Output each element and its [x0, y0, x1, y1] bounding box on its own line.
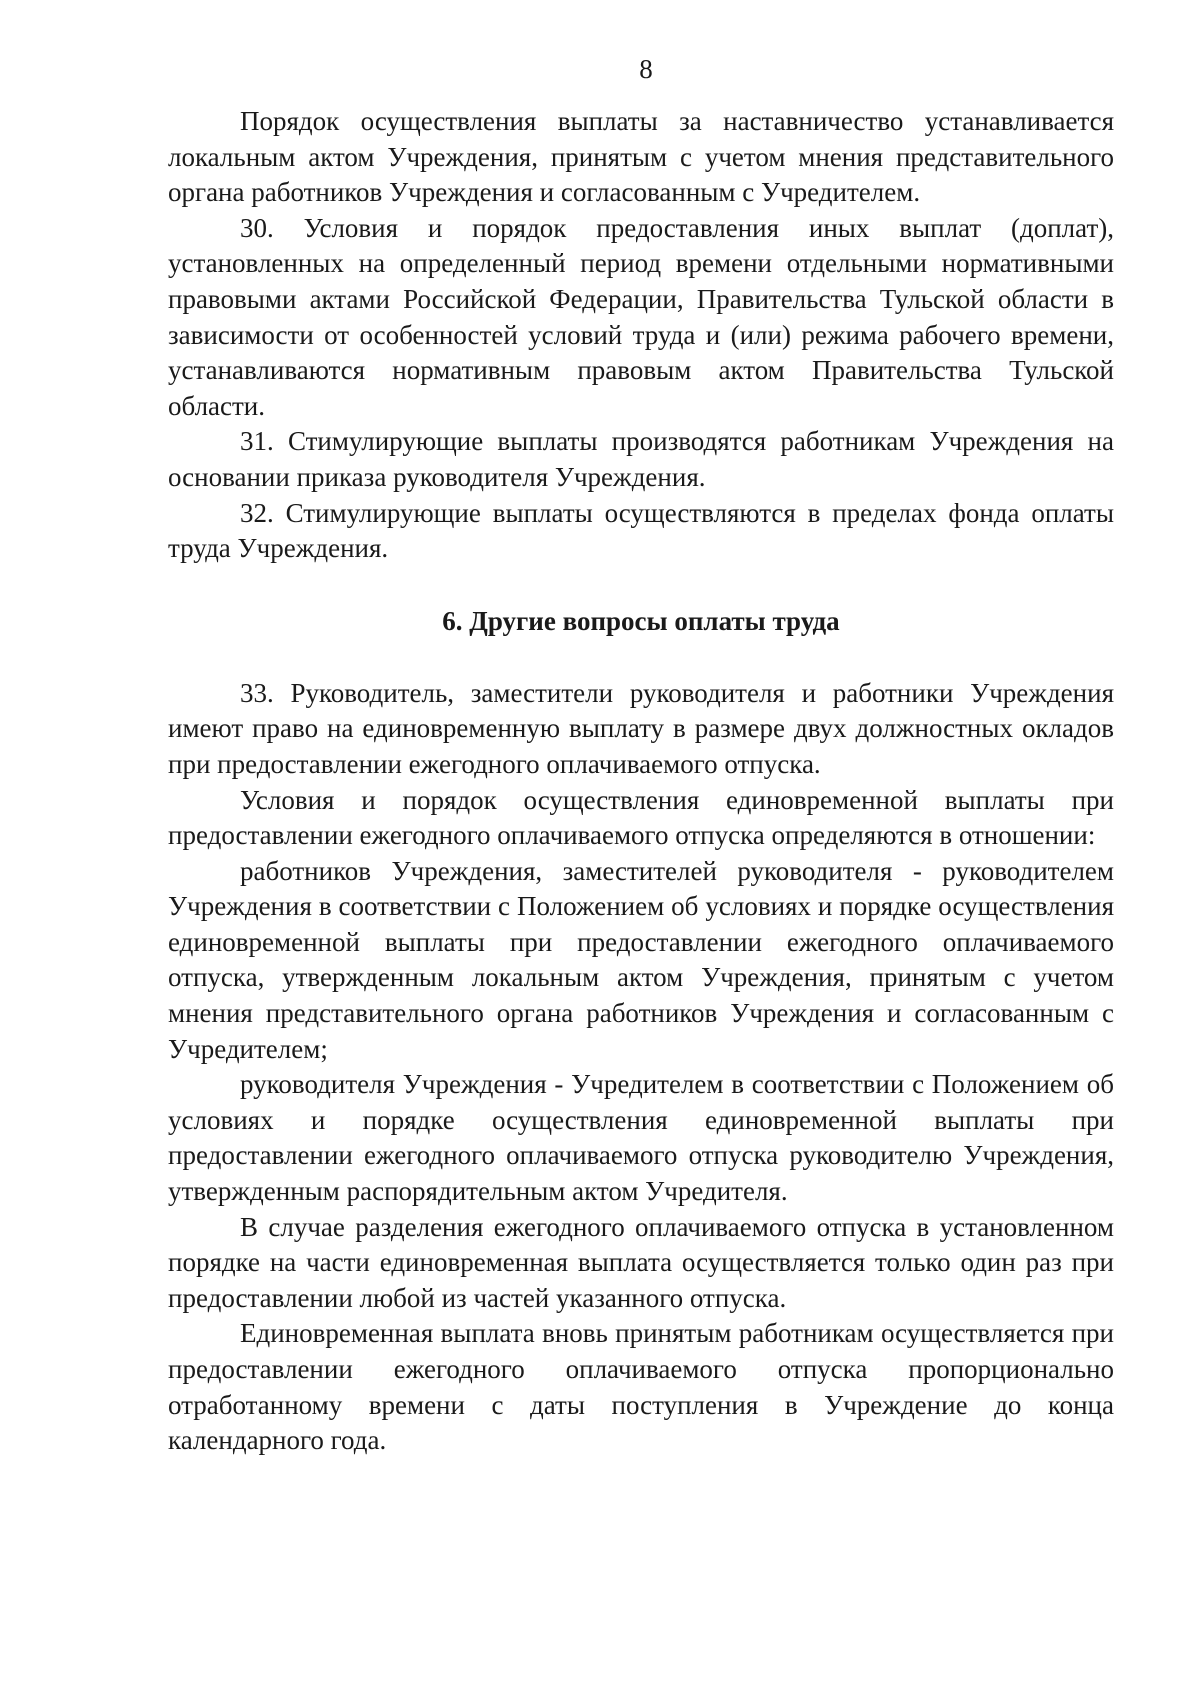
paragraph-33: 33. Руководитель, заместители руководителя и работники Учреждения имеют право на единовременную выплату в размере двух должностных окладов при предоставлении ежегодного оплачиваемого отпуска.: [168, 677, 1114, 779]
document-page: [168, 52, 1114, 1459]
paragraph-31: 31. Стимулирующие выплаты производятся работникам Учреждения на основании приказа руководителя Учреждения.: [168, 426, 1114, 492]
section-heading: 6. Другие вопросы оплаты труда: [442, 605, 840, 636]
paragraph-split-vacation: В случае разделения ежегодного оплачиваемого отпуска в установленном порядке на части единовременная выплата осуществляется только один раз при предоставлении любой из частей указанного отпуска.: [168, 1211, 1114, 1313]
paragraph-employees: работников Учреждения, заместителей руководителя - руководителем Учреждения в соответствии с Положением об условиях и порядке осуществления единовременной выплаты при предоставлении ежегодного оплачиваемого отпуска, утвержденным локальным актом Учреждения, принятым с учетом мнения представительного органа работников Учреждения и согласованным с Учредителем;: [168, 855, 1114, 1064]
paragraph-30: 30. Условия и порядок предоставления иных выплат (доплат), установленных на определенный период времени отдельными нормативными правовыми актами Российской Федерации, Правительства Тульской области в зависимости от особенностей условий труда и (или) режима рабочего времени, устанавливаются нормативным правовым актом Правительства Тульской области.: [168, 212, 1114, 421]
paragraph-32: 32. Стимулирующие выплаты осуществляются в пределах фонда оплаты труда Учреждения.: [168, 497, 1114, 564]
paragraph-mentorship-order: Порядок осуществления выплаты за наставничество устанавливается локальным актом Учреждения, принятым с учетом мнения представительного органа работников Учреждения и согласованным с Учредителем.: [168, 106, 1114, 208]
paragraph-director: руководителя Учреждения - Учредителем в соответствии с Положением об условиях и порядке осуществления единовременной выплаты при предоставлении ежегодного оплачиваемого отпуска руководителю Учреждения, утвержденным распорядительным актом Учредителя.: [168, 1069, 1114, 1207]
paragraph-new-employees: Единовременная выплата вновь принятым работникам осуществляется при предоставлении ежегодного оплачиваемого отпуска пропорционально отработанному времени с даты поступления в Учреждение до конца календарного года.: [168, 1318, 1114, 1456]
page-number: 8: [639, 54, 653, 84]
paragraph-conditions: Условия и порядок осуществления единовременной выплаты при предоставлении ежегодного оплачиваемого отпуска определяются в отношении:: [168, 784, 1114, 851]
